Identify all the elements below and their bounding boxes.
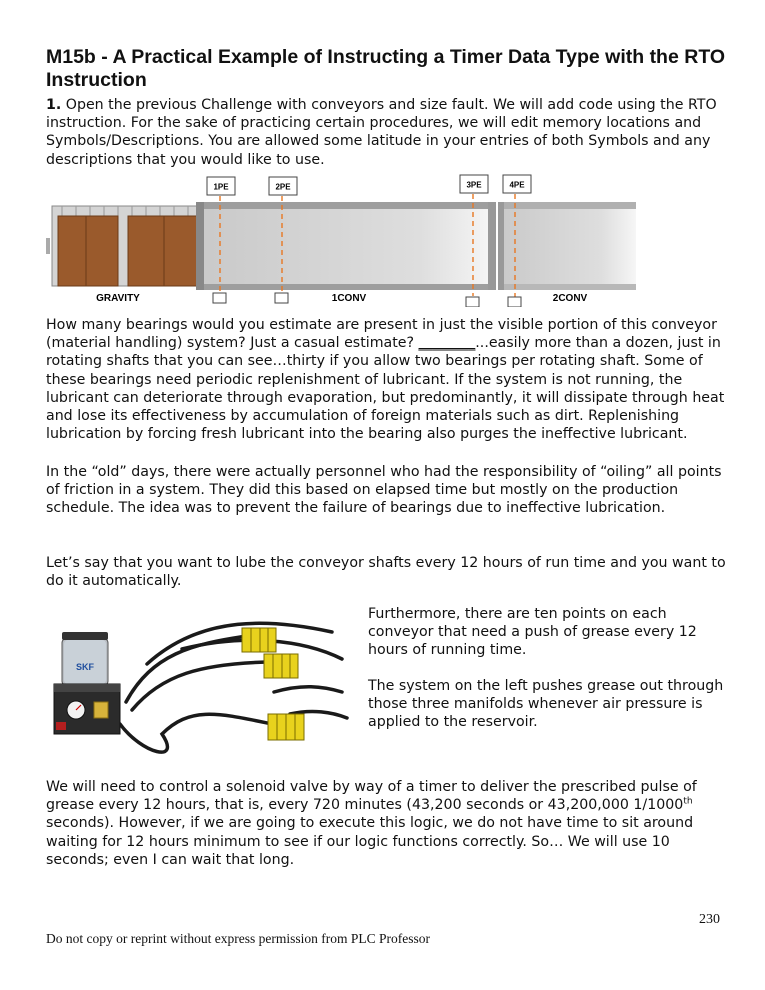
grease-system-image — [42, 614, 360, 764]
answer-blank: ________ — [418, 335, 476, 352]
conveyor-diagram — [46, 172, 636, 307]
sensor-label: 2PE — [275, 182, 291, 192]
old-days-paragraph: In the “old” days, there were actually personnel who had the responsibility of “oiling” all points of friction in a system. They did this based on elapsed time but mostly on the production schedule. The idea was to prevent the failure of bearings due to ineffective lubrication. — [46, 464, 722, 517]
section-label: 1CONV — [331, 293, 367, 304]
control-paragraph: We will need to control a solenoid valve by way of a timer to deliver the prescribed pulse of grease every 12 hours, that is, every 720 minutes (43,200 seconds or 43,200,000 1/1000th seconds). However, if we are going to execute this logic, we do not have time to sit around waiting for 12 hours minimum to see if our logic functions correctly. So… We will use 10 seconds; even I can wait that long. — [46, 779, 697, 868]
step-number: 1. — [46, 97, 62, 113]
side-paragraph-2: The system on the left pushes grease out through those three manifolds whenever air pressure is applied to the reservoir. — [368, 678, 724, 731]
brand-label: SKF — [76, 662, 94, 672]
sensor-label: 1PE — [213, 182, 229, 192]
manifold — [268, 714, 304, 740]
sensor-label: 4PE — [509, 180, 525, 190]
sensor-label: 3PE — [466, 180, 482, 190]
page-title: M15b - A Practical Example of Instructing a Timer Data Type with the RTO Instruction — [46, 46, 726, 91]
step-1-text: Open the previous Challenge with conveyors and size fault. We will add code using the RTO instruction. For the sake of practicing certain procedures, we will edit memory locations and Symbols/Descriptions. You are allowed some latitude in your entries of both Symbols and any descriptions that you would like to use. — [46, 97, 717, 168]
side-paragraph-1: Furthermore, there are ten points on each conveyor that need a push of grease every 12 hours of running time. — [368, 606, 697, 659]
bearings-paragraph: How many bearings would you estimate are present in just the visible portion of this conveyor (material handling) system? Just a casual estimate? ________...easily more than a dozen, just in rotating shafts that you can see…thirty if you allow two bearings per rotating shaft. Some of these bearings need periodic replenishment of lubricant. If the system is not running, the lubricant can deteriorate through evaporation, but predominantly, it will dissipate through heat and lose its effectiveness by accumulation of foreign materials such as dirt. Replenishing lubrication by forcing fresh lubricant into the bearing also purges the ineffective lubricant. — [46, 317, 725, 443]
page-number: 230 — [699, 912, 720, 927]
footer-notice: Do not copy or reprint without express permission from PLC Professor — [46, 931, 430, 946]
section-label: 2CONV — [552, 293, 588, 304]
box — [58, 216, 118, 286]
lube-paragraph: Let’s say that you want to lube the conveyor shafts every 12 hours of run time and you want to do it automatically. — [46, 555, 726, 590]
manifold — [264, 654, 298, 678]
section-label: GRAVITY — [96, 293, 140, 304]
step-1-paragraph — [46, 96, 736, 169]
manifold — [242, 628, 276, 652]
